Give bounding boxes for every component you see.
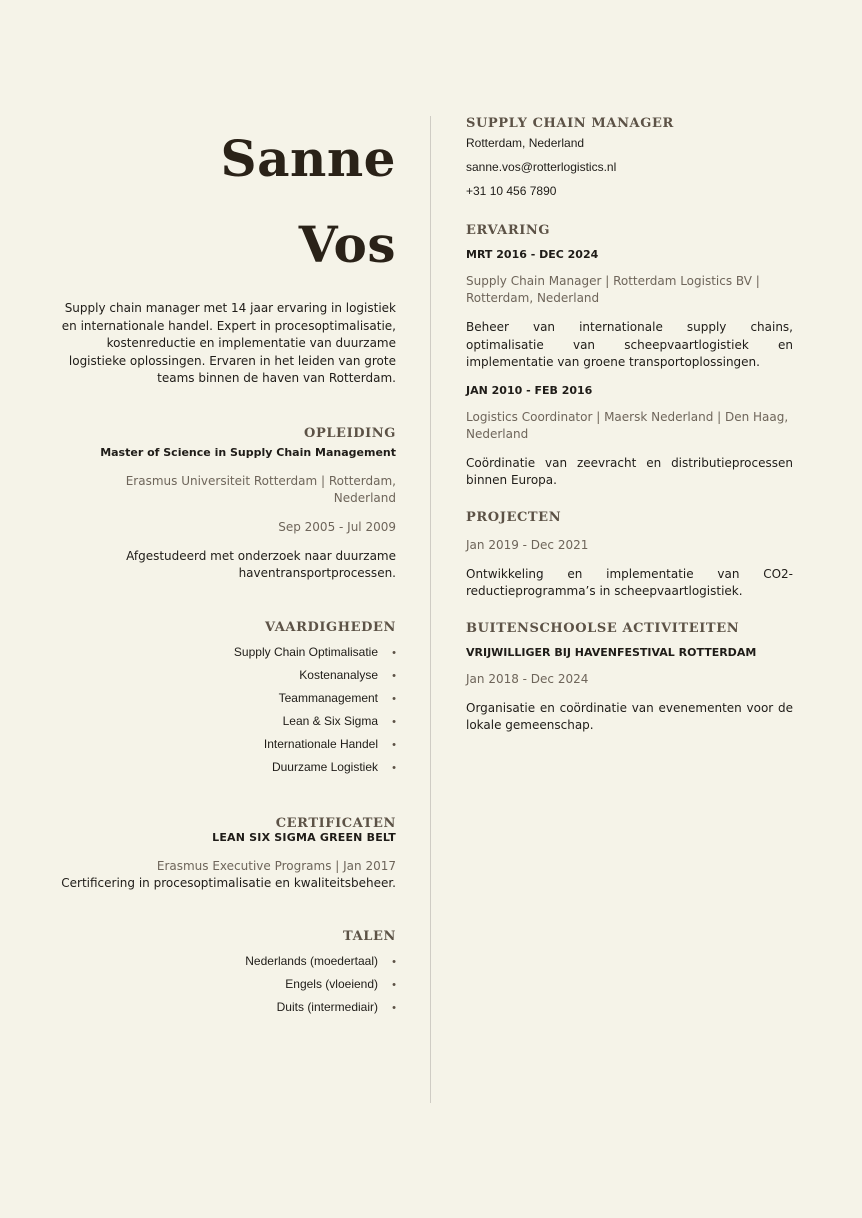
skill-item: Kostenanalyse • — [60, 664, 396, 687]
email: sanne.vos@rotterlogistics.nl — [466, 160, 617, 174]
activity-dates: Jan 2018 - Dec 2024 — [466, 671, 589, 686]
name-first: Sanne — [220, 129, 396, 188]
project-dates: Jan 2019 - Dec 2021 — [466, 537, 589, 552]
profile-summary: Supply chain manager met 14 jaar ervaring in logistiek en internationale handel. Expert in procesoptimalisatie, kostenreductie en implementatie van duurzame logistieke oplossingen. Ervaren in het leiden van grote teams binnen de haven van Rotterdam. — [61, 301, 396, 385]
bullet-icon: • — [392, 669, 396, 682]
skill-item: Internationale Handel • — [60, 733, 396, 756]
job-title: SUPPLY CHAIN MANAGER — [466, 116, 674, 131]
skills-list — [60, 641, 396, 779]
activities-title: BUITENSCHOOLSE ACTIVITEITEN — [466, 620, 740, 636]
location: Rotterdam, Nederland — [466, 136, 585, 150]
job-role: Logistics Coordinator | Maersk Nederland | Den Haag, Nederland — [466, 409, 789, 441]
job-description: Coördinatie van zeevracht en distributieprocessen binnen Europa. — [466, 455, 793, 487]
skill-item: Duurzame Logistiek • — [60, 756, 396, 779]
language-item: Engels (vloeiend) • — [60, 973, 396, 996]
language-item: Nederlands (moedertaal) • — [60, 950, 396, 973]
language-item: Duits (intermediair) • — [60, 996, 396, 1019]
name-last: Vos — [298, 215, 396, 274]
project-description: Ontwikkeling en implementatie van CO2-reductieprogramma’s in scheepvaartlogistiek. — [466, 566, 793, 598]
certificate-issuer: Erasmus Executive Programs | Jan 2017 — [156, 858, 396, 873]
certificates-title: CERTIFICATEN — [275, 815, 396, 831]
bullet-icon: • — [392, 738, 396, 751]
experience-title: ERVARING — [466, 223, 551, 238]
skill-item: Supply Chain Optimalisatie • — [60, 641, 396, 664]
bullet-icon: • — [392, 955, 396, 968]
projects-title: PROJECTEN — [466, 509, 562, 525]
activity-description: Organisatie en coördinatie van evenementen voor de lokale gemeenschap. — [466, 700, 793, 732]
bullet-icon: • — [392, 1001, 396, 1014]
skill-item: Lean & Six Sigma • — [60, 710, 396, 733]
bullet-icon: • — [392, 761, 396, 774]
education-description: Afgestudeerd met onderzoek naar duurzame haventransportprocessen. — [126, 548, 396, 580]
education-title: OPLEIDING — [304, 425, 396, 441]
job-role: Supply Chain Manager | Rotterdam Logistics BV | Rotterdam, Nederland — [466, 274, 760, 305]
right-column — [466, 116, 793, 735]
bullet-icon: • — [392, 692, 396, 705]
education-dates: Sep 2005 - Jul 2009 — [278, 519, 396, 534]
skill-item: Teammanagement • — [60, 687, 396, 710]
bullet-icon: • — [392, 646, 396, 659]
languages-list — [60, 950, 396, 1019]
bullet-icon: • — [392, 715, 396, 728]
bullet-icon: • — [392, 978, 396, 991]
skills-title: VAARDIGHEDEN — [265, 619, 396, 635]
education-degree: Master of Science in Supply Chain Management — [100, 445, 396, 459]
education-institution: Erasmus Universiteit Rotterdam | Rotterdam, Nederland — [125, 473, 396, 505]
column-divider — [430, 116, 431, 1103]
job-description: Beheer van internationale supply chains, optimalisatie van scheepvaartlogistiek en implementatie van groene transportoplossingen. — [466, 320, 793, 369]
certificate-description: Certificering in procesoptimalisatie en kwaliteitsbeheer. — [61, 875, 396, 890]
certificate-name: LEAN SIX SIGMA GREEN BELT — [212, 830, 396, 844]
job-dates: JAN 2010 - FEB 2016 — [466, 383, 593, 397]
left-column — [60, 116, 396, 1019]
activity-name: VRIJWILLIGER BIJ HAVENFESTIVAL ROTTERDAM — [466, 645, 757, 659]
phone: +31 10 456 7890 — [466, 184, 557, 198]
languages-title: TALEN — [343, 928, 396, 944]
job-dates: MRT 2016 - DEC 2024 — [466, 248, 599, 261]
